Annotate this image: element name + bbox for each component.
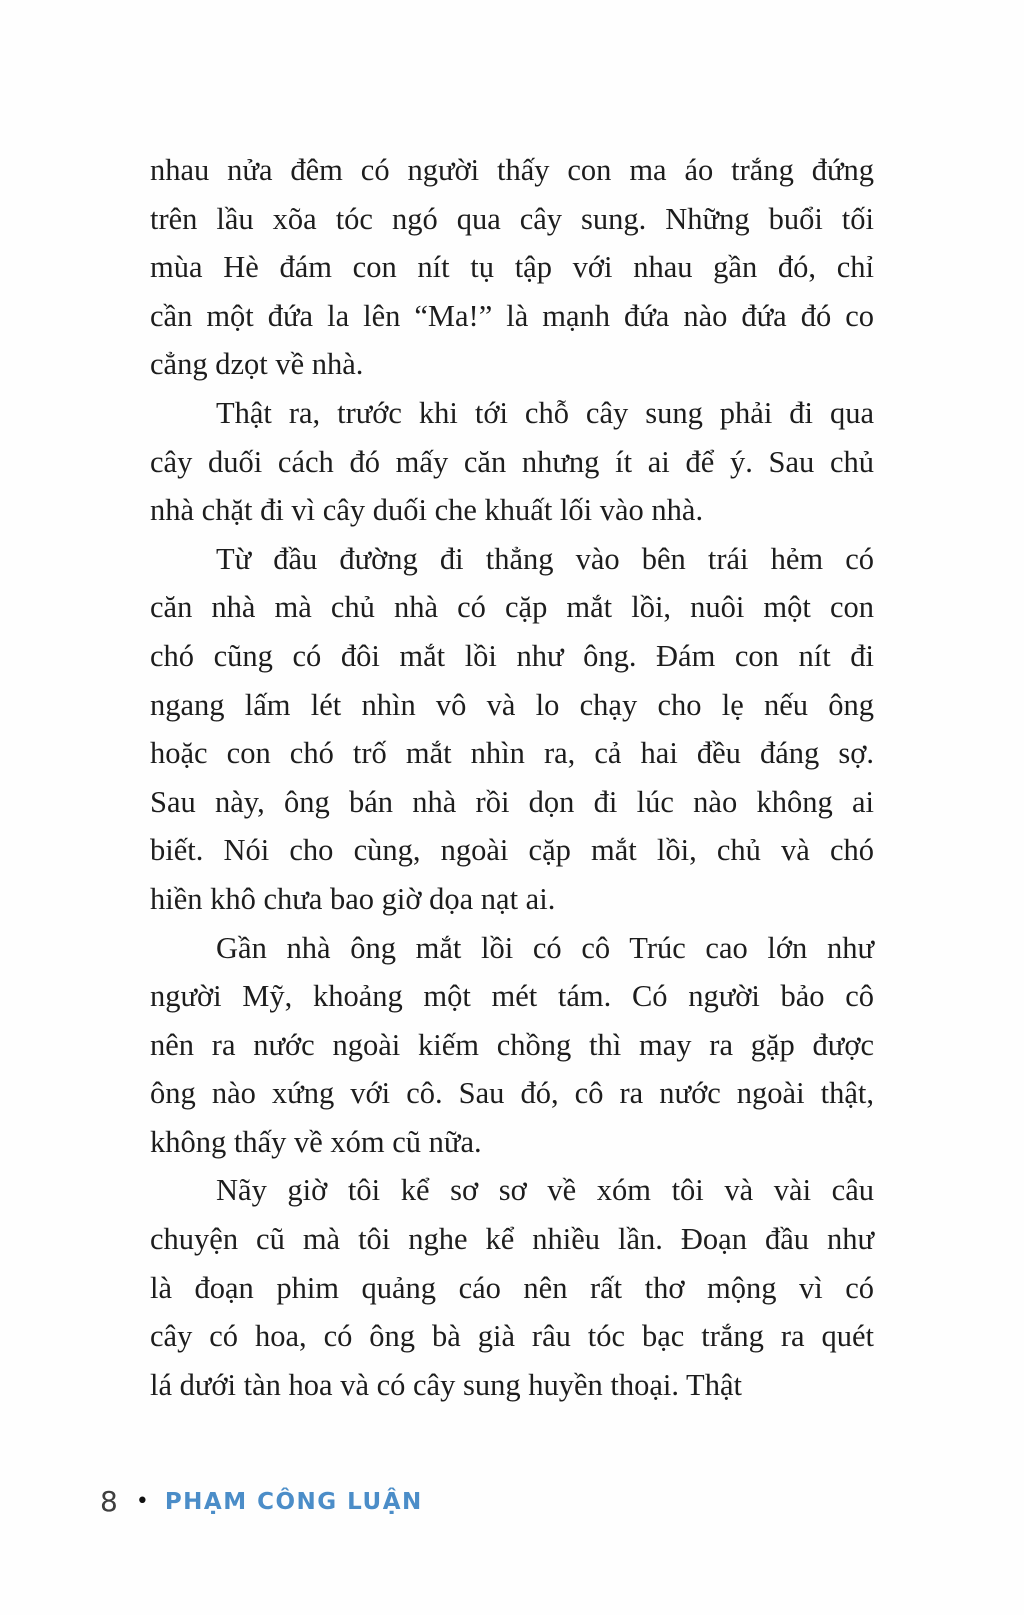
page-number: 8 xyxy=(100,1485,118,1518)
text-line: cây có hoa, có ông bà già râu tóc bạc trắng ra quét xyxy=(150,1319,874,1354)
text-line: lá dưới tàn hoa và có cây sung huyền thoại. Thật xyxy=(150,1367,742,1402)
text-line: Thật ra, trước khi tới chỗ cây sung phải đi qua xyxy=(216,395,874,430)
text-line: chuyện cũ mà tôi nghe kể nhiều lần. Đoạn đầu như xyxy=(150,1222,874,1257)
text-block xyxy=(150,146,874,1409)
text-line: cây duối cách đó mấy căn nhưng ít ai để ý. Sau chủ xyxy=(150,444,874,479)
text-line: trên lầu xõa tóc ngó qua cây sung. Những buổi tối xyxy=(150,201,874,236)
text-line: căn nhà mà chủ nhà có cặp mắt lồi, nuôi một con xyxy=(150,590,874,625)
text-line: biết. Nói cho cùng, ngoài cặp mắt lồi, chủ và chó xyxy=(150,833,874,868)
text-line: Nãy giờ tôi kể sơ sơ về xóm tôi và vài câu xyxy=(216,1173,874,1208)
text-line: cần một đứa la lên “Ma!” là mạnh đứa nào đứa đó co xyxy=(150,298,874,333)
page-footer xyxy=(100,1485,423,1518)
text-line: Sau này, ông bán nhà rồi dọn đi lúc nào không ai xyxy=(150,784,874,819)
text-line: mùa Hè đám con nít tụ tập với nhau gần đó, chỉ xyxy=(150,250,874,285)
text-line: ngang lấm lét nhìn vô và lo chạy cho lẹ nếu ông xyxy=(150,687,874,722)
text-line: hiền khô chưa bao giờ dọa nạt ai. xyxy=(150,881,556,916)
text-line: cẳng dzọt về nhà. xyxy=(150,347,364,382)
text-line: Gần nhà ông mắt lồi có cô Trúc cao lớn như xyxy=(216,930,874,965)
footer-author: PHẠM CÔNG LUẬN xyxy=(164,1488,423,1515)
text-line: nhà chặt đi vì cây duối che khuất lối vào nhà. xyxy=(150,493,704,528)
text-line: nhau nửa đêm có người thấy con ma áo trắng đứng xyxy=(150,153,874,187)
text-line: không thấy về xóm cũ nữa. xyxy=(150,1124,482,1159)
text-line: hoặc con chó trố mắt nhìn ra, cả hai đều đáng sợ. xyxy=(150,736,874,771)
text-line: Từ đầu đường đi thẳng vào bên trái hẻm có xyxy=(216,541,874,576)
bullet-separator-icon: • xyxy=(135,1489,149,1514)
text-line: là đoạn phim quảng cáo nên rất thơ mộng vì có xyxy=(150,1270,874,1305)
text-line: ông nào xứng với cô. Sau đó, cô ra nước ngoài thật, xyxy=(150,1076,874,1111)
text-line: chó cũng có đôi mắt lồi như ông. Đám con nít đi xyxy=(150,638,874,673)
text-line: nên ra nước ngoài kiếm chồng thì may ra gặp được xyxy=(150,1027,874,1062)
text-line: người Mỹ, khoảng một mét tám. Có người bảo cô xyxy=(150,979,874,1014)
